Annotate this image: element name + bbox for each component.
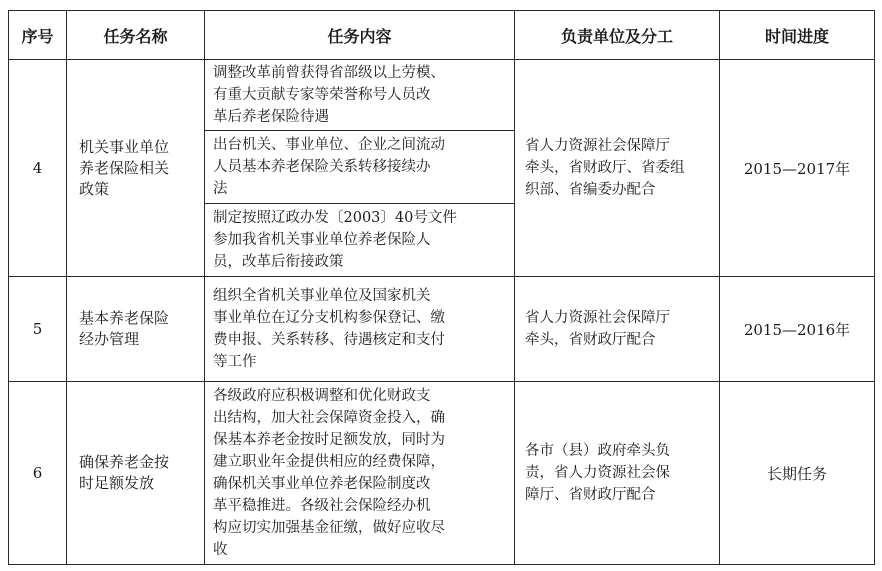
header-time: 时间进度 (720, 11, 875, 60)
header-unit: 负责单位及分工 (515, 11, 720, 60)
row-number: 5 (9, 277, 67, 382)
table-row (9, 382, 875, 565)
task-content: 各级政府应积极调整和优化财政支 出结构，加大社会保障资金投入，确 保基本养老金按时足额发放，同时为 建立职业年金提供相应的经费保障， 确保机关事业单位养老保险制度改 革平稳推进。各级社会保险经办机 构应切实加强基金征缴，做好应收尽 收 (205, 382, 515, 565)
row-number: 4 (9, 60, 67, 277)
task-content: 出台机关、事业单位、企业之间流动 人员基本养老保险关系转移接续办 法 (205, 131, 515, 204)
header-row (9, 11, 875, 60)
responsible-unit: 省人力资源社会保障厅 牵头，省财政厅、省委组 织部、省编委办配合 (515, 60, 720, 277)
table-row (9, 60, 875, 131)
time-schedule: 长期任务 (720, 382, 875, 565)
row-number: 6 (9, 382, 67, 565)
task-name: 机关事业单位 养老保险相关 政策 (67, 60, 205, 277)
task-content: 组织全省机关事业单位及国家机关 事业单位在辽分支机构参保登记、缴 费申报、关系转移、待遇核定和支付 等工作 (205, 277, 515, 382)
task-content: 制定按照辽政办发〔2003〕40号文件 参加我省机关事业单位养老保险人 员，改革后衔接政策 (205, 204, 515, 277)
responsible-unit: 省人力资源社会保障厅 牵头，省财政厅配合 (515, 277, 720, 382)
header-no: 序号 (9, 11, 67, 60)
task-table (8, 10, 875, 565)
task-name: 基本养老保险 经办管理 (67, 277, 205, 382)
time-schedule: 2015—2017年 (720, 60, 875, 277)
task-content: 调整改革前曾获得省部级以上劳模、 有重大贡献专家等荣誉称号人员改 革后养老保险待遇 (205, 60, 515, 131)
header-name: 任务名称 (67, 11, 205, 60)
responsible-unit: 各市（县）政府牵头负 责，省人力资源社会保 障厅、省财政厅配合 (515, 382, 720, 565)
table-row (9, 277, 875, 382)
task-name: 确保养老金按 时足额发放 (67, 382, 205, 565)
time-schedule: 2015—2016年 (720, 277, 875, 382)
header-content: 任务内容 (205, 11, 515, 60)
